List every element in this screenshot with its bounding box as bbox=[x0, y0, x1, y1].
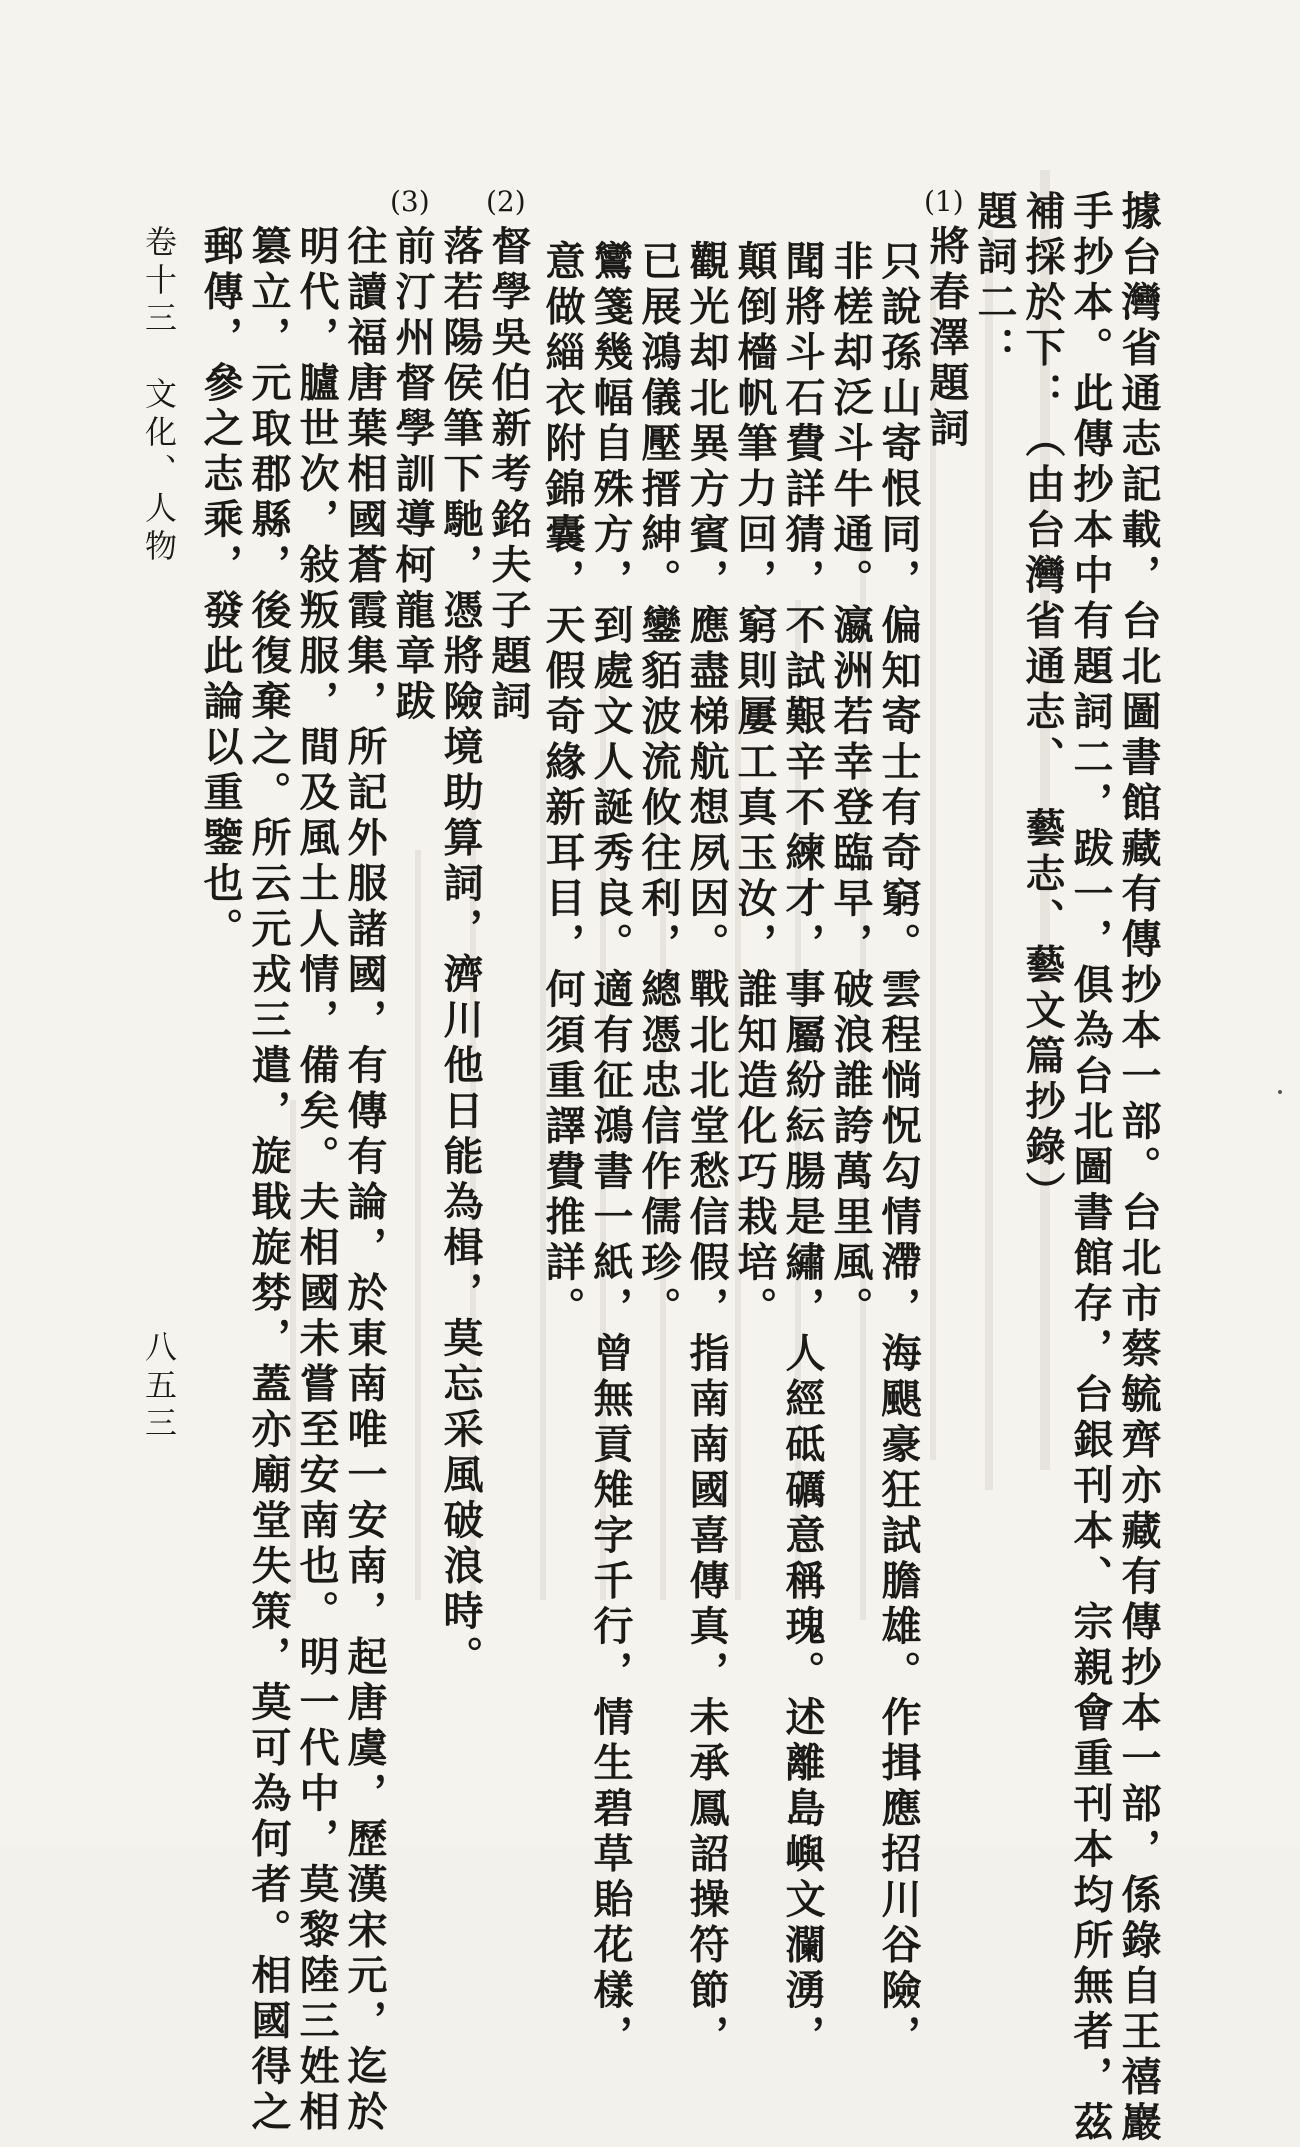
poem-line: 只說孫山寄恨同，偏知寄士有奇窮。雲程惝怳勾情滯，海颶豪狂試膽雄。作揖應招川谷險， bbox=[875, 240, 922, 2060]
poem-line: 顛倒檣帆筆力回，窮則屢工真玉汝，誰知造化巧栽培。 bbox=[731, 240, 778, 1332]
poem-line: 非槎却泛斗牛通。瀛洲若幸登臨早，破浪誰誇萬里風。 bbox=[827, 240, 874, 1332]
prose-line: 往讀福唐葉相國蒼霞集，所記外服諸國，有傳有論，於東南唯一安南，起唐虞，歷漢宋元，迄於 bbox=[341, 225, 388, 2136]
item-number: (1) bbox=[924, 185, 964, 218]
item-number: (2) bbox=[486, 185, 526, 218]
prose-line: 篡立，元取郡縣，後復棄之。所云元戎三遣，旋戢旋棼，蓋亦廟堂失策，莫可為何者。相國得之 bbox=[245, 225, 292, 2136]
poem-line: 鸞箋幾幅自殊方，到處文人誕秀良。適有征鴻書一紙，曾無貢雉字千行，情生碧草貽花樣， bbox=[587, 240, 634, 2060]
running-footer: 卷十三 文化、人物 bbox=[140, 225, 178, 567]
page-number: 八五三 bbox=[140, 1330, 178, 1444]
poem-line: 聞將斗石費詳猜，不試艱辛不練才，事屬紛紜腸是繡，人經砥礪意稱瑰。述離島嶼文瀾湧， bbox=[779, 240, 826, 2060]
text-column: 據台灣省通志記載，台北圖書館藏有傳抄本一部。台北市蔡毓齊亦藏有傳抄本一部，係錄自王禧巖 bbox=[1115, 190, 1162, 2147]
poem-line: 已展鴻儀壓搢紳。鑾貊波流攸往利，總憑忠信作儒珍。 bbox=[635, 240, 682, 1332]
prose-line: 明代，臚世次，敍叛服，間及風土人情，備矣。夫相國未嘗至安南也。明一代中，莫黎陸三姓相 bbox=[293, 225, 340, 2136]
section-heading: 題詞二： bbox=[971, 190, 1018, 372]
speck bbox=[1278, 1090, 1282, 1094]
item-heading: 將春澤題詞 bbox=[923, 225, 970, 453]
poem-line: 觀光却北異方賓，應盡梯航想夙因。戰北北堂愁信假，指南南國喜傳真，未承鳳詔操符節， bbox=[683, 240, 730, 2060]
item-number: (3) bbox=[390, 185, 430, 218]
poem-line: 意做緇衣附錦囊，天假奇緣新耳目，何須重譯費推詳。 bbox=[539, 240, 586, 1332]
prose-line: 郵傳，參之志乘，發此論以重鑒也。 bbox=[197, 225, 244, 953]
item-heading: 督學吳伯新考銘夫子題詞 bbox=[485, 225, 532, 726]
poem-line: 落若陽侯筆下馳，憑將險境助算詞，濟川他日能為楫，莫忘采風破浪時。 bbox=[437, 225, 484, 1681]
text-column: 手抄本。此傳抄本中有題詞二，跋一，俱為台北圖書館存，台銀刊本、宗親會重刊本均所無者，茲 bbox=[1067, 190, 1114, 2147]
item-heading: 前汀州督學訓導柯龍章跋 bbox=[389, 225, 436, 726]
text-column: 補採於下：（由台灣省通志、 藝志、藝文篇抄錄） bbox=[1019, 190, 1066, 1217]
